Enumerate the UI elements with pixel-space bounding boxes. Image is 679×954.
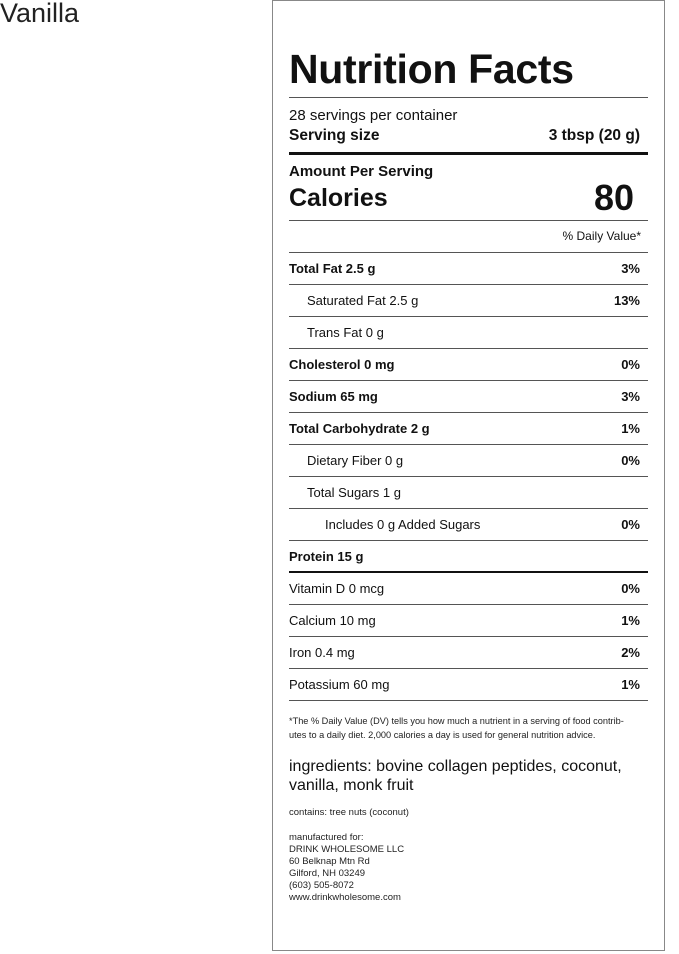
calories-value: 80 <box>593 177 634 218</box>
nutrient-row-total-carbohydrate <box>289 413 648 445</box>
nutrient-row-trans-fat <box>289 317 648 349</box>
nutrient-row-total-sugars <box>289 477 648 509</box>
nutrient-dv: 0% <box>621 517 640 532</box>
nutrition-facts-title: Nutrition Facts <box>289 49 648 98</box>
vitamin-label: Potassium 60 mg <box>289 677 390 692</box>
manufacturer-city: Gilford, NH 03249 <box>289 868 366 879</box>
serving-size-value: 3 tbsp (20 g) <box>548 127 640 144</box>
nutrient-label: Total Fat 2.5 g <box>289 261 376 276</box>
serving-size-label: Serving size <box>289 127 380 144</box>
nutrient-label: Includes 0 g Added Sugars <box>325 517 481 532</box>
calories-label: Calories <box>289 184 388 212</box>
nutrient-row-sodium <box>289 381 648 413</box>
vitamin-row-calcium <box>289 605 648 637</box>
vitamin-row-iron <box>289 637 648 669</box>
manufacturer-street: 60 Belknap Mtn Rd <box>289 856 370 867</box>
nutrient-dv: 3% <box>621 261 640 276</box>
nutrient-row-added-sugars <box>289 509 648 541</box>
nutrient-label: Cholesterol 0 mg <box>289 357 395 372</box>
nutrient-dv: 0% <box>621 357 640 372</box>
ingredients-line: vanilla, monk fruit <box>289 777 414 794</box>
servings-per-container: 28 servings per container <box>289 107 458 124</box>
nutrient-row-protein <box>289 541 648 573</box>
footnote-line: *The % Daily Value (DV) tells you how much a nutrient in a serving of food contrib- <box>289 716 624 726</box>
ingredients <box>289 757 648 795</box>
nutrient-label: Total Carbohydrate 2 g <box>289 421 430 436</box>
vitamin-dv: 0% <box>621 581 640 596</box>
nutrient-label: Trans Fat 0 g <box>307 325 384 340</box>
ingredients-line: ingredients: bovine collagen peptides, coconut, <box>289 758 622 775</box>
daily-value-header: % Daily Value* <box>289 221 648 253</box>
flavor-title: Vanilla <box>0 0 80 28</box>
nutrient-row-total-fat <box>289 253 648 285</box>
vitamin-dv: 1% <box>621 677 640 692</box>
vitamin-row-potassium <box>289 669 648 701</box>
manufacturer-website: www.drinkwholesome.com <box>289 892 401 903</box>
footnote-line: utes to a daily diet. 2,000 calories a day is used for general nutrition advice. <box>289 730 596 740</box>
nutrient-dv: 3% <box>621 389 640 404</box>
nutrient-label: Saturated Fat 2.5 g <box>307 293 419 308</box>
nutrient-row-dietary-fiber <box>289 445 648 477</box>
nutrient-dv: 1% <box>621 421 640 436</box>
vitamin-dv: 1% <box>621 613 640 628</box>
nutrient-dv: 0% <box>621 453 640 468</box>
vitamin-dv: 2% <box>621 645 640 660</box>
manufacturer-info <box>289 832 648 904</box>
manufacturer-intro: manufactured for: <box>289 832 364 843</box>
daily-value-footnote <box>289 714 648 742</box>
nutrient-label: Protein 15 g <box>289 548 364 564</box>
vitamin-label: Iron 0.4 mg <box>289 645 355 660</box>
allergen-statement: contains: tree nuts (coconut) <box>289 807 409 818</box>
nutrient-row-cholesterol <box>289 349 648 381</box>
nutrition-label <box>272 0 665 951</box>
nutrient-row-saturated-fat <box>289 285 648 317</box>
nutrient-label: Dietary Fiber 0 g <box>307 453 404 468</box>
vitamin-label: Vitamin D 0 mcg <box>289 581 385 596</box>
calories-row <box>289 177 648 221</box>
nutrient-label: Total Sugars 1 g <box>307 485 401 500</box>
amount-per-serving: Amount Per Serving <box>289 163 434 180</box>
vitamin-row-vitamin-d <box>289 573 648 605</box>
nutrient-dv: 13% <box>613 293 640 308</box>
vitamin-label: Calcium 10 mg <box>289 613 376 628</box>
nutrient-label: Sodium 65 mg <box>289 389 378 404</box>
serving-size-row <box>289 124 648 155</box>
manufacturer-name: DRINK WHOLESOME LLC <box>289 844 405 855</box>
manufacturer-phone: (603) 505-8072 <box>289 880 354 891</box>
